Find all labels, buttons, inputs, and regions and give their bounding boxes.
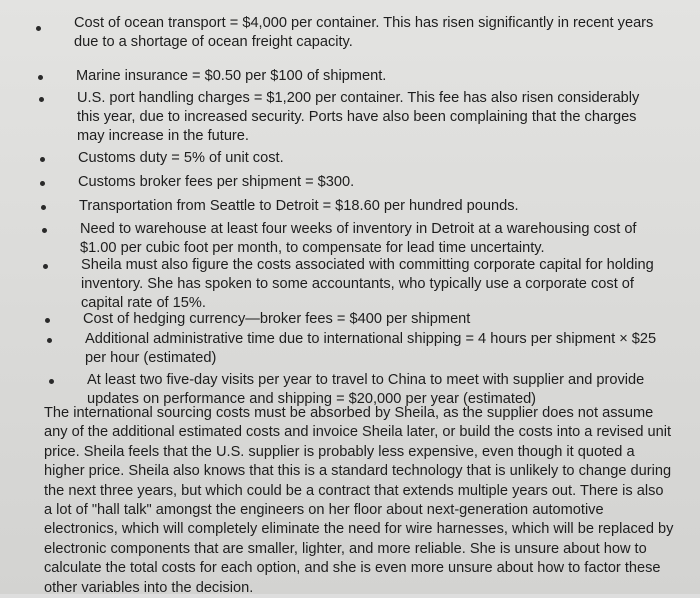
list-item-text: Customs broker fees per shipment = $300. [78,174,355,190]
bullet-icon [39,97,44,102]
list-item [76,67,674,86]
list-item-text: Customs duty = 5% of unit cost. [78,150,284,166]
bullet-icon [49,379,54,384]
list-item [87,371,672,409]
list-item [78,149,668,168]
list-item-text: U.S. port handling charges = $1,200 per container. This fee has also risen considerably this year, due to increased security. Ports have also been complaining that the charges may increase in the future. [77,90,640,144]
bullet-icon [47,338,52,343]
list-item [83,310,668,329]
list-item-text: At least two five-day visits per year to travel to China to meet with supplier and provide updates on performance and shipping = $20,000 per year (estimated) [87,372,645,407]
list-item [85,330,675,368]
body-paragraph: The international sourcing costs must be absorbed by Sheila, as the supplier does not assume any of the additional estimated costs and invoice Sheila later, or build the costs into a revised unit price. Sheila feels that the U.S. supplier is probably less expensive, even though it quoted a higher price. Sheila also knows that this is a standard technology that is unlikely to change during the next three years, but which could be a contract that extends multiple years out. There is also a lot of "hall talk" amongst the engineers on her floor about next-generation automotive electronics, which will completely eliminate the need for wire harnesses, which will be replaced by electronic components that are smaller, lighter, and more reliable. She is unsure about how to calculate the total costs for each option, and she is even more unsure about how to factor these other variables into the decision. [44,405,674,596]
list-item [81,256,666,312]
list-item [77,89,662,145]
bullet-icon [41,205,46,210]
bullet-icon [40,157,45,162]
list-item-text: Additional administrative time due to international shipping = 4 hours per shipment × $25 per hour (estimated) [85,331,657,366]
bullet-icon [38,75,43,80]
list-item [80,220,670,258]
list-item [74,14,674,52]
list-item-text: Need to warehouse at least four weeks of inventory in Detroit at a warehousing cost of $1.00 per cubic foot per month, to compensate for lead time uncertainty. [80,221,637,256]
list-item-text: Marine insurance = $0.50 per $100 of shipment. [76,68,387,84]
bullet-icon [43,264,48,269]
list-item-text: Cost of ocean transport = $4,000 per container. This has risen significantly in recent years due to a shortage of ocean freight capacity. [74,15,654,50]
bullet-icon [45,318,50,323]
bullet-icon [36,26,41,31]
list-item-text: Sheila must also figure the costs associated with committing corporate capital for holding inventory. She has spoken to some accountants, who typically use a corporate cost of capital rate of 15%. [81,257,654,311]
bullet-icon [42,228,47,233]
list-item-text: Cost of hedging currency—broker fees = $400 per shipment [83,311,471,327]
bullet-icon [40,181,45,186]
list-item [79,197,669,216]
list-item-text: Transportation from Seattle to Detroit = $18.60 per hundred pounds. [79,198,519,214]
list-item [78,173,668,192]
